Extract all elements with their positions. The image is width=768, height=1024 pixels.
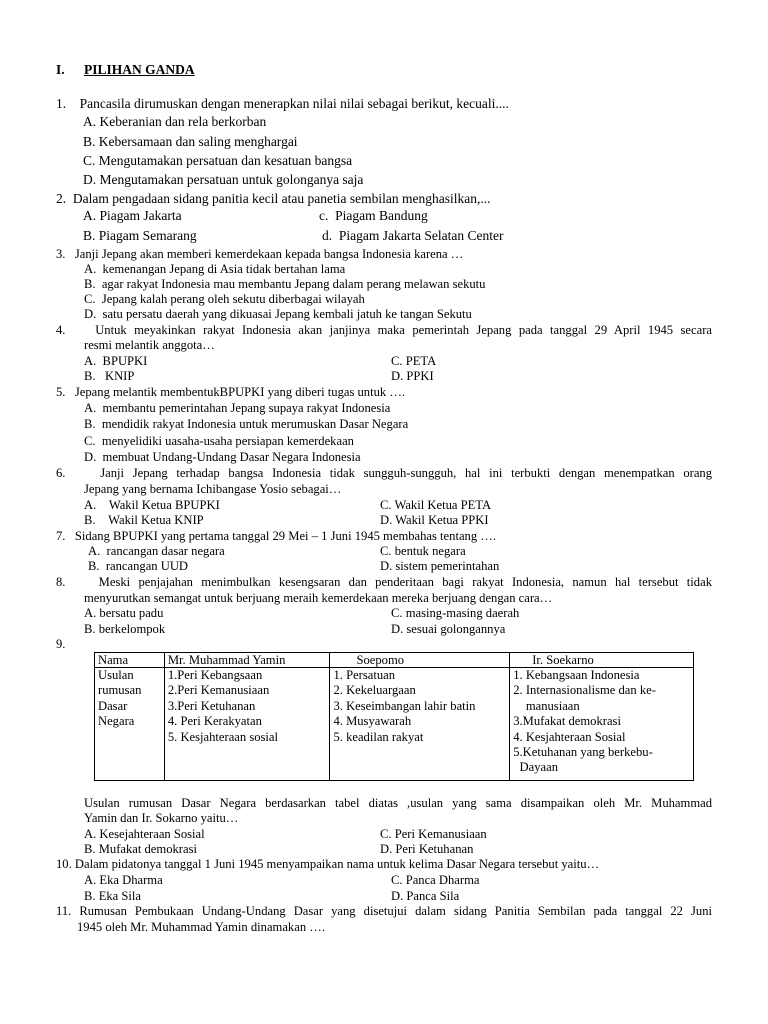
- q10-option-b: B. Eka Sila: [84, 889, 142, 903]
- q7-option-b: B. rancangan UUD: [88, 559, 189, 573]
- table-cell-line: 4. Musyawarah: [333, 714, 412, 729]
- table-cell-line: 3.Peri Ketuhanan: [167, 698, 256, 713]
- q9-number: 9.: [56, 637, 66, 651]
- q5-option-a: A. membantu pemerintahan Jepang supaya rakyat Indonesia: [84, 401, 391, 415]
- q1-stem: 1. Pancasila dirumuskan dengan menerapkan nilai nilai sebagai berikut, kecuali....: [56, 96, 509, 111]
- q5-stem: 5. Jepang melantik membentukBPUPKI yang diberi tugas untuk ….: [56, 385, 406, 399]
- table-header-cell: Nama: [95, 653, 165, 668]
- table-cell-line: 1. Persatuan: [333, 668, 396, 682]
- q7-option-d: D. sistem pemerintahan: [380, 559, 500, 573]
- table-cell-line: 5.Ketuhanan yang berkebu-: [513, 745, 653, 760]
- q5-option-b: B. mendidik rakyat Indonesia untuk merumuskan Dasar Negara: [84, 417, 409, 431]
- q10-option-c: C. Panca Dharma: [391, 873, 480, 887]
- table-cell-line: manusiaan: [513, 698, 580, 713]
- table-cell-line: Dayaan: [513, 760, 558, 775]
- q6-option-c: C. Wakil Ketua PETA: [380, 498, 492, 512]
- q7-stem: 7. Sidang BPUPKI yang pertama tanggal 29 Mei – 1 Juni 1945 membahas tentang ….: [56, 529, 497, 543]
- q6-option-b: B. Wakil Ketua KNIP: [84, 513, 204, 527]
- q4-option-a: A. BPUPKI: [84, 354, 148, 368]
- table-cell-line: 3.Mufakat demokrasi: [513, 714, 621, 729]
- q6-option-d: D. Wakil Ketua PPKI: [380, 513, 489, 527]
- table-cell-line: 3. Keseimbangan lahir batin: [333, 698, 476, 713]
- q11-stem-line2: 1945 oleh Mr. Muhammad Yamin dinamakan ….: [77, 920, 326, 934]
- table-cell-line: 4. Kesjahteraan Sosial: [513, 729, 626, 744]
- table-header-cell: Ir. Soekarno: [510, 653, 694, 668]
- table-cell-line: Dasar: [98, 698, 128, 713]
- q2-option-a: A. Piagam Jakarta: [83, 208, 182, 223]
- q9-stem-line2: Yamin dan Ir. Sokarno yaitu…: [84, 811, 239, 825]
- q6-stem-line2: Jepang yang bernama Ichibangase Yosio sebagai…: [84, 482, 342, 496]
- q8-option-d: D. sesuai golongannya: [391, 622, 506, 636]
- q2-option-b: B. Piagam Semarang: [83, 228, 197, 243]
- table-cell-line: Usulan: [98, 668, 134, 682]
- q6-option-a: A. Wakil Ketua BPUPKI: [84, 498, 220, 512]
- table-cell-line: 5. Kesjahteraan sosial: [167, 729, 279, 744]
- q3-option-d: D. satu persatu daerah yang dikuasai Jepang kembali jatuh ke tangan Sekutu: [84, 307, 472, 321]
- q2-stem: 2. Dalam pengadaan sidang panitia kecil atau panetia sembilan menghasilkan,...: [56, 191, 491, 206]
- table-cell-line: 4. Peri Kerakyatan: [167, 714, 262, 729]
- table-cell-line: 1. Kebangsaan Indonesia: [513, 668, 640, 682]
- q11-stem-line1: 11. Rumusan Pembukaan Undang-Undang Dasar yang disetujui dalam sidang Panitia Sembilan pada tanggal 22 Juni: [56, 904, 712, 918]
- q9-option-c: C. Peri Kemanusiaan: [380, 827, 487, 841]
- q7-option-a: A. rancangan dasar negara: [88, 544, 225, 558]
- table-cell-line: 1.Peri Kebangsaan: [167, 668, 263, 682]
- q5-option-c: C. menyelidiki uasaha-usaha persiapan kemerdekaan: [84, 434, 354, 448]
- q4-option-c: C. PETA: [391, 354, 437, 368]
- q8-option-a: A. bersatu padu: [84, 606, 164, 620]
- q3-option-a: A. kemenangan Jepang di Asia tidak bertahan lama: [84, 262, 346, 276]
- pancasila-proposal-table: [94, 652, 694, 781]
- table-cell-line: Negara: [98, 714, 135, 729]
- table-cell-line: 5. keadilan rakyat: [333, 729, 424, 744]
- q4-stem-line1: 4. Untuk meyakinkan rakyat Indonesia akan janjinya maka pemerintah Jepang pada tanggal 29 April 1945 secara: [56, 323, 712, 337]
- q10-option-d: D. Panca Sila: [391, 889, 460, 903]
- q2-option-d: d. Piagam Jakarta Selatan Center: [322, 228, 504, 243]
- table-header-cell: Mr. Muhammad Yamin: [164, 653, 330, 668]
- q5-option-d: D. membuat Undang-Undang Dasar Negara Indonesia: [84, 450, 361, 464]
- section-number: I.: [56, 62, 65, 77]
- q4-option-d: D. PPKI: [391, 369, 434, 383]
- q8-option-c: C. masing-masing daerah: [391, 606, 520, 620]
- table-cell-soepomo: [330, 668, 510, 781]
- q4-option-b: B. KNIP: [84, 369, 135, 383]
- q9-stem-line1: Usulan rumusan Dasar Negara berdasarkan tabel diatas ,usulan yang sama disampaikan oleh Mr. Muhammad: [84, 796, 712, 810]
- table-cell-soekarno: [510, 668, 694, 781]
- table-row-label-cell: [95, 668, 165, 781]
- table-row: [95, 668, 694, 781]
- q1-option-c: C. Mengutamakan persatuan dan kesatuan bangsa: [83, 153, 353, 168]
- table-header-cell: Soepomo: [330, 653, 510, 668]
- q9-option-b: B. Mufakat demokrasi: [84, 842, 197, 856]
- q3-option-c: C. Jepang kalah perang oleh sekutu diberbagai wilayah: [84, 292, 365, 306]
- q1-option-d: D. Mengutamakan persatuan untuk golonganya saja: [83, 172, 364, 187]
- table-cell-line: 2. Internasionalisme dan ke-: [513, 683, 656, 698]
- q3-stem: 3. Janji Jepang akan memberi kemerdekaan kepada bangsa Indonesia karena …: [56, 247, 464, 261]
- table-cell-yamin: [164, 668, 330, 781]
- q4-stem-line2: resmi melantik anggota…: [84, 338, 215, 352]
- q10-option-a: A. Eka Dharma: [84, 873, 163, 887]
- q2-option-c: c. Piagam Bandung: [319, 208, 428, 223]
- table-header-row: [95, 653, 694, 668]
- q8-stem-line2: menyurutkan semangat untuk berjuang meraih kemerdekaan mereka berjuang dengan cara…: [84, 591, 553, 605]
- q10-stem: 10. Dalam pidatonya tanggal 1 Juni 1945 menyampaikan nama untuk kelima Dasar Negara tersebut yaitu…: [56, 857, 600, 871]
- q8-stem-line1: 8. Meski penjajahan menimbulkan kesengsaran dan penderitaan bagi rakyat Indonesia, namun hal tersebut tidak: [56, 575, 712, 589]
- q3-option-b: B. agar rakyat Indonesia mau membantu Jepang dalam perang melawan sekutu: [84, 277, 486, 291]
- q8-option-b: B. berkelompok: [84, 622, 166, 636]
- q7-option-c: C. bentuk negara: [380, 544, 466, 558]
- q9-option-a: A. Kesejahteraan Sosial: [84, 827, 205, 841]
- q6-stem-line1: 6. Janji Jepang terhadap bangsa Indonesia tidak sungguh-sungguh, hal ini terbukti dengan menempatkan orang: [56, 466, 712, 480]
- q9-option-d: D. Peri Ketuhanan: [380, 842, 474, 856]
- table-cell-line: rumusan: [98, 683, 142, 698]
- q1-option-b: B. Kebersamaan dan saling menghargai: [83, 134, 298, 149]
- q1-option-a: A. Keberanian dan rela berkorban: [83, 114, 267, 129]
- section-title: PILIHAN GANDA: [84, 62, 195, 77]
- table-cell-line: 2. Kekeluargaan: [333, 683, 416, 698]
- table-cell-line: 2.Peri Kemanusiaan: [167, 683, 270, 698]
